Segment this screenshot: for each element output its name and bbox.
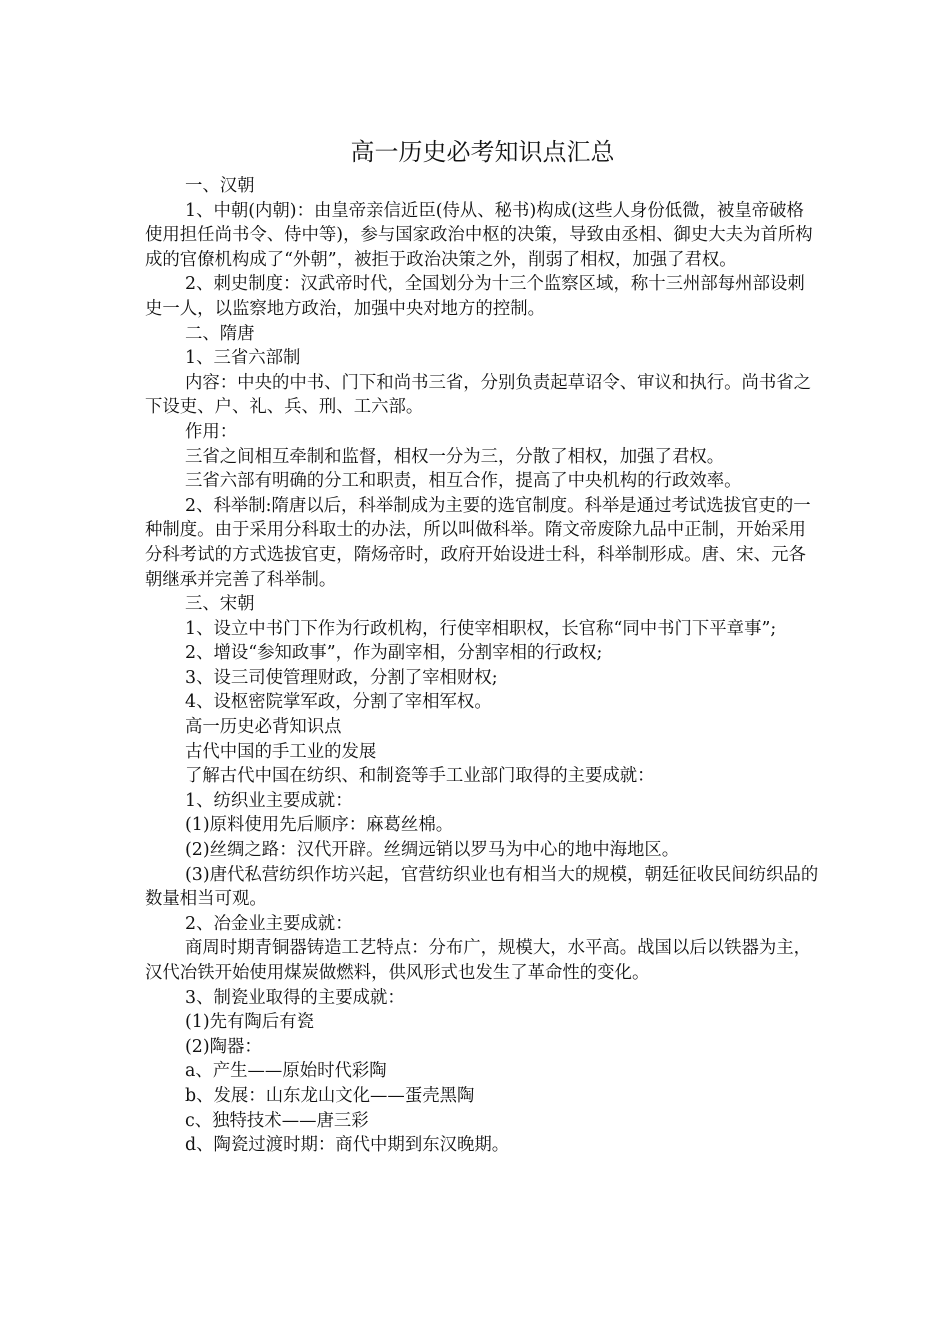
paragraph: 3、设三司使管理财政，分割了宰相财权; xyxy=(185,667,498,688)
paragraph: 1、设立中书门下作为行政机构，行使宰相职权，长官称“同中书门下平章事”; xyxy=(185,618,777,639)
paragraph: 2、冶金业主要成就： xyxy=(185,913,353,934)
paragraph: (3)唐代私营纺织作坊兴起，官营纺织业也有相当大的规模，朝廷征收民间纺织品的数量相当可观。 xyxy=(145,864,819,910)
paragraph: (1)原料使用先后顺序：麻葛丝棉。 xyxy=(185,815,454,836)
paragraph: a、产生——原始时代彩陶 xyxy=(185,1061,387,1082)
document-title: 高一历史必考知识点汇总 xyxy=(350,138,615,166)
paragraph: 二、隋唐 xyxy=(185,323,255,344)
paragraph: 1、纺织业主要成就： xyxy=(185,790,353,811)
paragraph: 高一历史必背知识点 xyxy=(185,717,342,738)
paragraph: 一、汉朝 xyxy=(185,176,255,196)
paragraph: 内容：中央的中书、门下和尚书三省，分别负责起草诏令、审议和执行。尚书省之下设吏、户、礼、兵、刑、工六部。 xyxy=(145,372,812,418)
paragraph: 三、宋朝 xyxy=(185,594,255,615)
paragraph: 1、三省六部制 xyxy=(185,348,301,369)
paragraph: 2、刺史制度：汉武帝时代，全国划分为十三个监察区域，称十三州部每州部设刺史一人，以监察地方政治，加强中央对地方的控制。 xyxy=(145,274,805,319)
paragraph: 作用： xyxy=(185,421,238,442)
paragraph: 商周时期青铜器铸造工艺特点：分布广，规模大，水平高。战国以后以铁器为主，汉代冶铁开始使用煤炭做燃料，供风形式也发生了革命性的变化。 xyxy=(145,938,812,983)
paragraph: (2)丝绸之路：汉代开辟。丝绸远销以罗马为中心的地中海地区。 xyxy=(185,840,680,861)
paragraph: 三省六部有明确的分工和职责，相互合作，提高了中央机构的行政效率。 xyxy=(185,471,742,492)
paragraph: 4、设枢密院掌军政，分割了宰相军权。 xyxy=(185,692,492,713)
paragraph: 古代中国的手工业的发展 xyxy=(185,741,377,762)
paragraph: 2、增设“参知政事”，作为副宰相，分割宰相的行政权; xyxy=(185,643,603,664)
paragraph: b、发展：山东龙山文化——蛋壳黑陶 xyxy=(185,1085,475,1106)
paragraph: (2)陶器： xyxy=(185,1036,262,1057)
document-page xyxy=(145,134,820,1158)
paragraph: 三省之间相互牵制和监督，相权一分为三，分散了相权，加强了君权。 xyxy=(185,446,725,467)
paragraph: 2、科举制:隋唐以后，科举制成为主要的选官制度。科举是通过考试选拔官吏的一种制度。由于采用分科取士的办法，所以叫做科举。隋文帝废除九品中正制，开始采用分科考试的方式选拔官吏，隋炀帝时，政府开始设进士科，科举制形成。唐、宋、元各朝继承并完善了科举制。 xyxy=(145,495,811,590)
paragraph: (1)先有陶后有瓷 xyxy=(185,1012,314,1033)
paragraph: 了解古代中国在纺织、和制瓷等手工业部门取得的主要成就： xyxy=(185,766,655,787)
document-body xyxy=(145,174,820,1158)
paragraph: d、陶瓷过渡时期：商代中期到东汉晚期。 xyxy=(185,1135,510,1156)
paragraph: c、独特技术——唐三彩 xyxy=(185,1110,369,1131)
paragraph: 3、制瓷业取得的主要成就： xyxy=(185,987,405,1008)
paragraph: 1、中朝(内朝)：由皇帝亲信近臣(侍从、秘书)构成(这些人身份低微，被皇帝破格使用担任尚书令、侍中等)，参与国家政治中枢的决策，导致由丞相、御史大夫为首所构成的官僚机构成了“外朝”，被拒于政治决策之外，削弱了相权，加强了君权。 xyxy=(145,200,813,270)
